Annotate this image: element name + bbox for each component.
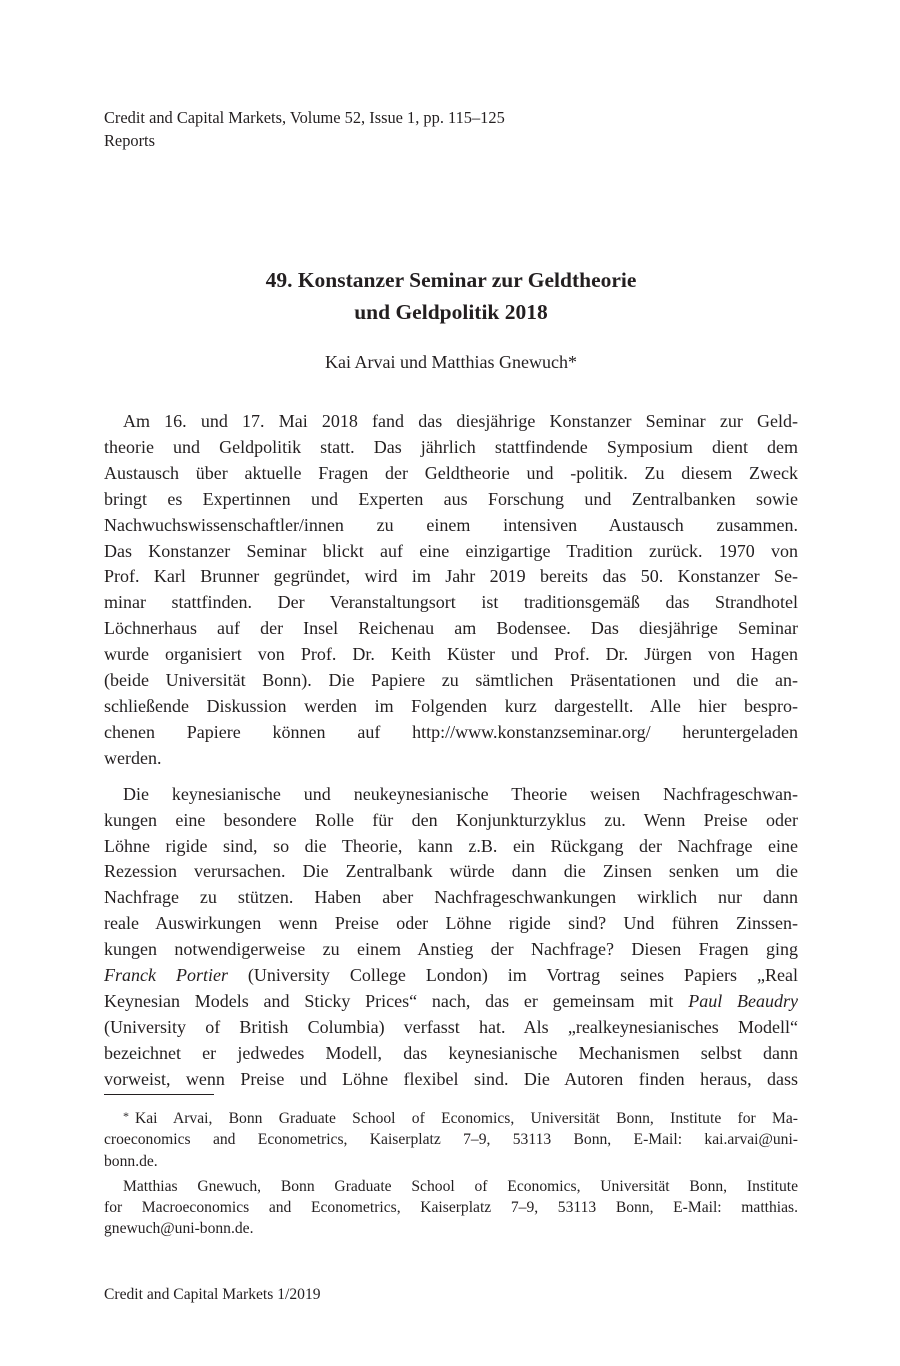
text-line: Löhne rigide sind, so die Theorie, kann z.B. ein Rückgang der Nachfrage eine bbox=[104, 835, 798, 856]
text-line: Nachwuchswissenschaftler/innen zu einem intensiven Austausch zusammen. bbox=[104, 514, 798, 535]
article-body bbox=[104, 409, 798, 1093]
author-name-portier: Franck Portier bbox=[104, 965, 228, 986]
text-line: Die keynesianische und neukeynesianische Theorie weisen Nachfrageschwan- bbox=[123, 783, 798, 804]
text-line: Am 16. und 17. Mai 2018 fand das diesjährige Konstanzer Seminar zur Geld- bbox=[123, 411, 798, 431]
text-line: werden. bbox=[104, 747, 162, 768]
footnote-line: for Macroeconomics and Econometrics, Kaiserplatz 7–9, 53113 Bonn, E-Mail: matthias. bbox=[104, 1199, 798, 1217]
text-line: (University of British Columbia) verfasst hat. Als „realkeynesianisches Modell“ bbox=[104, 1016, 798, 1037]
text-line: schließende Diskussion werden im Folgenden kurz dargestellt. Alle hier bespro- bbox=[104, 695, 798, 716]
text-line: bringt es Expertinnen und Experten aus Forschung und Zentralbanken sowie bbox=[104, 488, 798, 509]
text-run: (University College London) im Vortrag seines Papiers „Real bbox=[227, 965, 798, 986]
title-line: und Geldpolitik 2018 bbox=[354, 300, 548, 324]
paragraph-2 bbox=[104, 782, 798, 1093]
text-line bbox=[104, 989, 798, 1015]
footnote-line bbox=[104, 1106, 798, 1129]
article-authors: Kai Arvai und Matthias Gnewuch* bbox=[325, 352, 577, 372]
text-line: Löchnerhaus auf der Insel Reichenau am Bodensee. Das diesjährige Seminar bbox=[104, 618, 798, 639]
journal-page bbox=[104, 0, 798, 1366]
text-line: vorweist, wenn Preise und Löhne flexibel sind. Die Autoren finden heraus, dass bbox=[104, 1068, 798, 1089]
text-line: Rezession verursachen. Die Zentralbank würde dann die Zinsen senken um die bbox=[104, 861, 798, 882]
text-line: wurde organisiert von Prof. Dr. Keith Küster und Prof. Dr. Jürgen von Hagen bbox=[104, 644, 798, 665]
text-line: reale Auswirkungen wenn Preise oder Löhne rigide sind? Und führen Zinssen- bbox=[104, 913, 798, 934]
footnote-author-1 bbox=[104, 1106, 798, 1172]
title-line: 49. Konstanzer Seminar zur Geldtheorie bbox=[265, 268, 637, 292]
footnote-line: bonn.de. bbox=[104, 1152, 158, 1170]
text-line: minar stattfinden. Der Veranstaltungsort ist traditionsgemäß das Strandhotel bbox=[104, 592, 798, 613]
footnote-marker: * bbox=[123, 1109, 129, 1123]
text-line: bezeichnet er jedwedes Modell, das keynesianische Mechanismen selbst dann bbox=[104, 1042, 798, 1063]
text-run: Kai Arvai, Bonn Graduate School of Economics, Universität Bonn, Institute for Ma- bbox=[135, 1110, 798, 1127]
text-line: Austausch über aktuelle Fragen der Geldtheorie und -politik. Zu diesem Zweck bbox=[104, 462, 798, 483]
running-header bbox=[104, 106, 505, 152]
text-line: theorie und Geldpolitik statt. Das jährlich stattfindende Symposium dient dem bbox=[104, 436, 798, 457]
footnote-divider bbox=[104, 1094, 214, 1095]
text-run: Keynesian Models and Sticky Prices“ nach, das er gemeinsam mit bbox=[104, 990, 689, 1011]
article-title bbox=[104, 264, 798, 328]
running-footer: Credit and Capital Markets 1/2019 bbox=[104, 1286, 321, 1303]
author-name-beaudry: Paul Beaudry bbox=[688, 990, 798, 1011]
footnote-author-2 bbox=[104, 1176, 798, 1240]
footnote-line: Matthias Gnewuch, Bonn Graduate School of Economics, Universität Bonn, Institute bbox=[123, 1177, 798, 1195]
text-line: kungen notwendigerweise zu einem Anstieg der Nachfrage? Diesen Fragen ging bbox=[104, 939, 798, 960]
footnote-line: croeconomics and Econometrics, Kaiserplatz 7–9, 53113 Bonn, E-Mail: kai.arvai@uni- bbox=[104, 1131, 798, 1149]
text-line: Nachfrage zu stützen. Haben aber Nachfrageschwankungen wirklich nur dann bbox=[104, 887, 798, 908]
section-label: Reports bbox=[104, 131, 155, 150]
text-line: chenen Papiere können auf http://www.konstanzseminar.org/ heruntergeladen bbox=[104, 721, 798, 742]
paragraph-1 bbox=[104, 409, 798, 772]
footnotes bbox=[104, 1106, 798, 1240]
text-line: Das Konstanzer Seminar blickt auf eine einzigartige Tradition zurück. 1970 von bbox=[104, 540, 798, 561]
text-line: (beide Universität Bonn). Die Papiere zu sämtlichen Präsentationen und die an- bbox=[104, 670, 798, 691]
text-line: kungen eine besondere Rolle für den Konjunkturzyklus zu. Wenn Preise oder bbox=[104, 809, 798, 830]
text-line bbox=[104, 963, 798, 989]
text-line: Prof. Karl Brunner gegründet, wird im Jahr 2019 bereits das 50. Konstanzer Se- bbox=[104, 566, 798, 587]
footnote-line: gnewuch@uni-bonn.de. bbox=[104, 1220, 254, 1238]
journal-citation: Credit and Capital Markets, Volume 52, Issue 1, pp. 115–125 bbox=[104, 108, 505, 127]
